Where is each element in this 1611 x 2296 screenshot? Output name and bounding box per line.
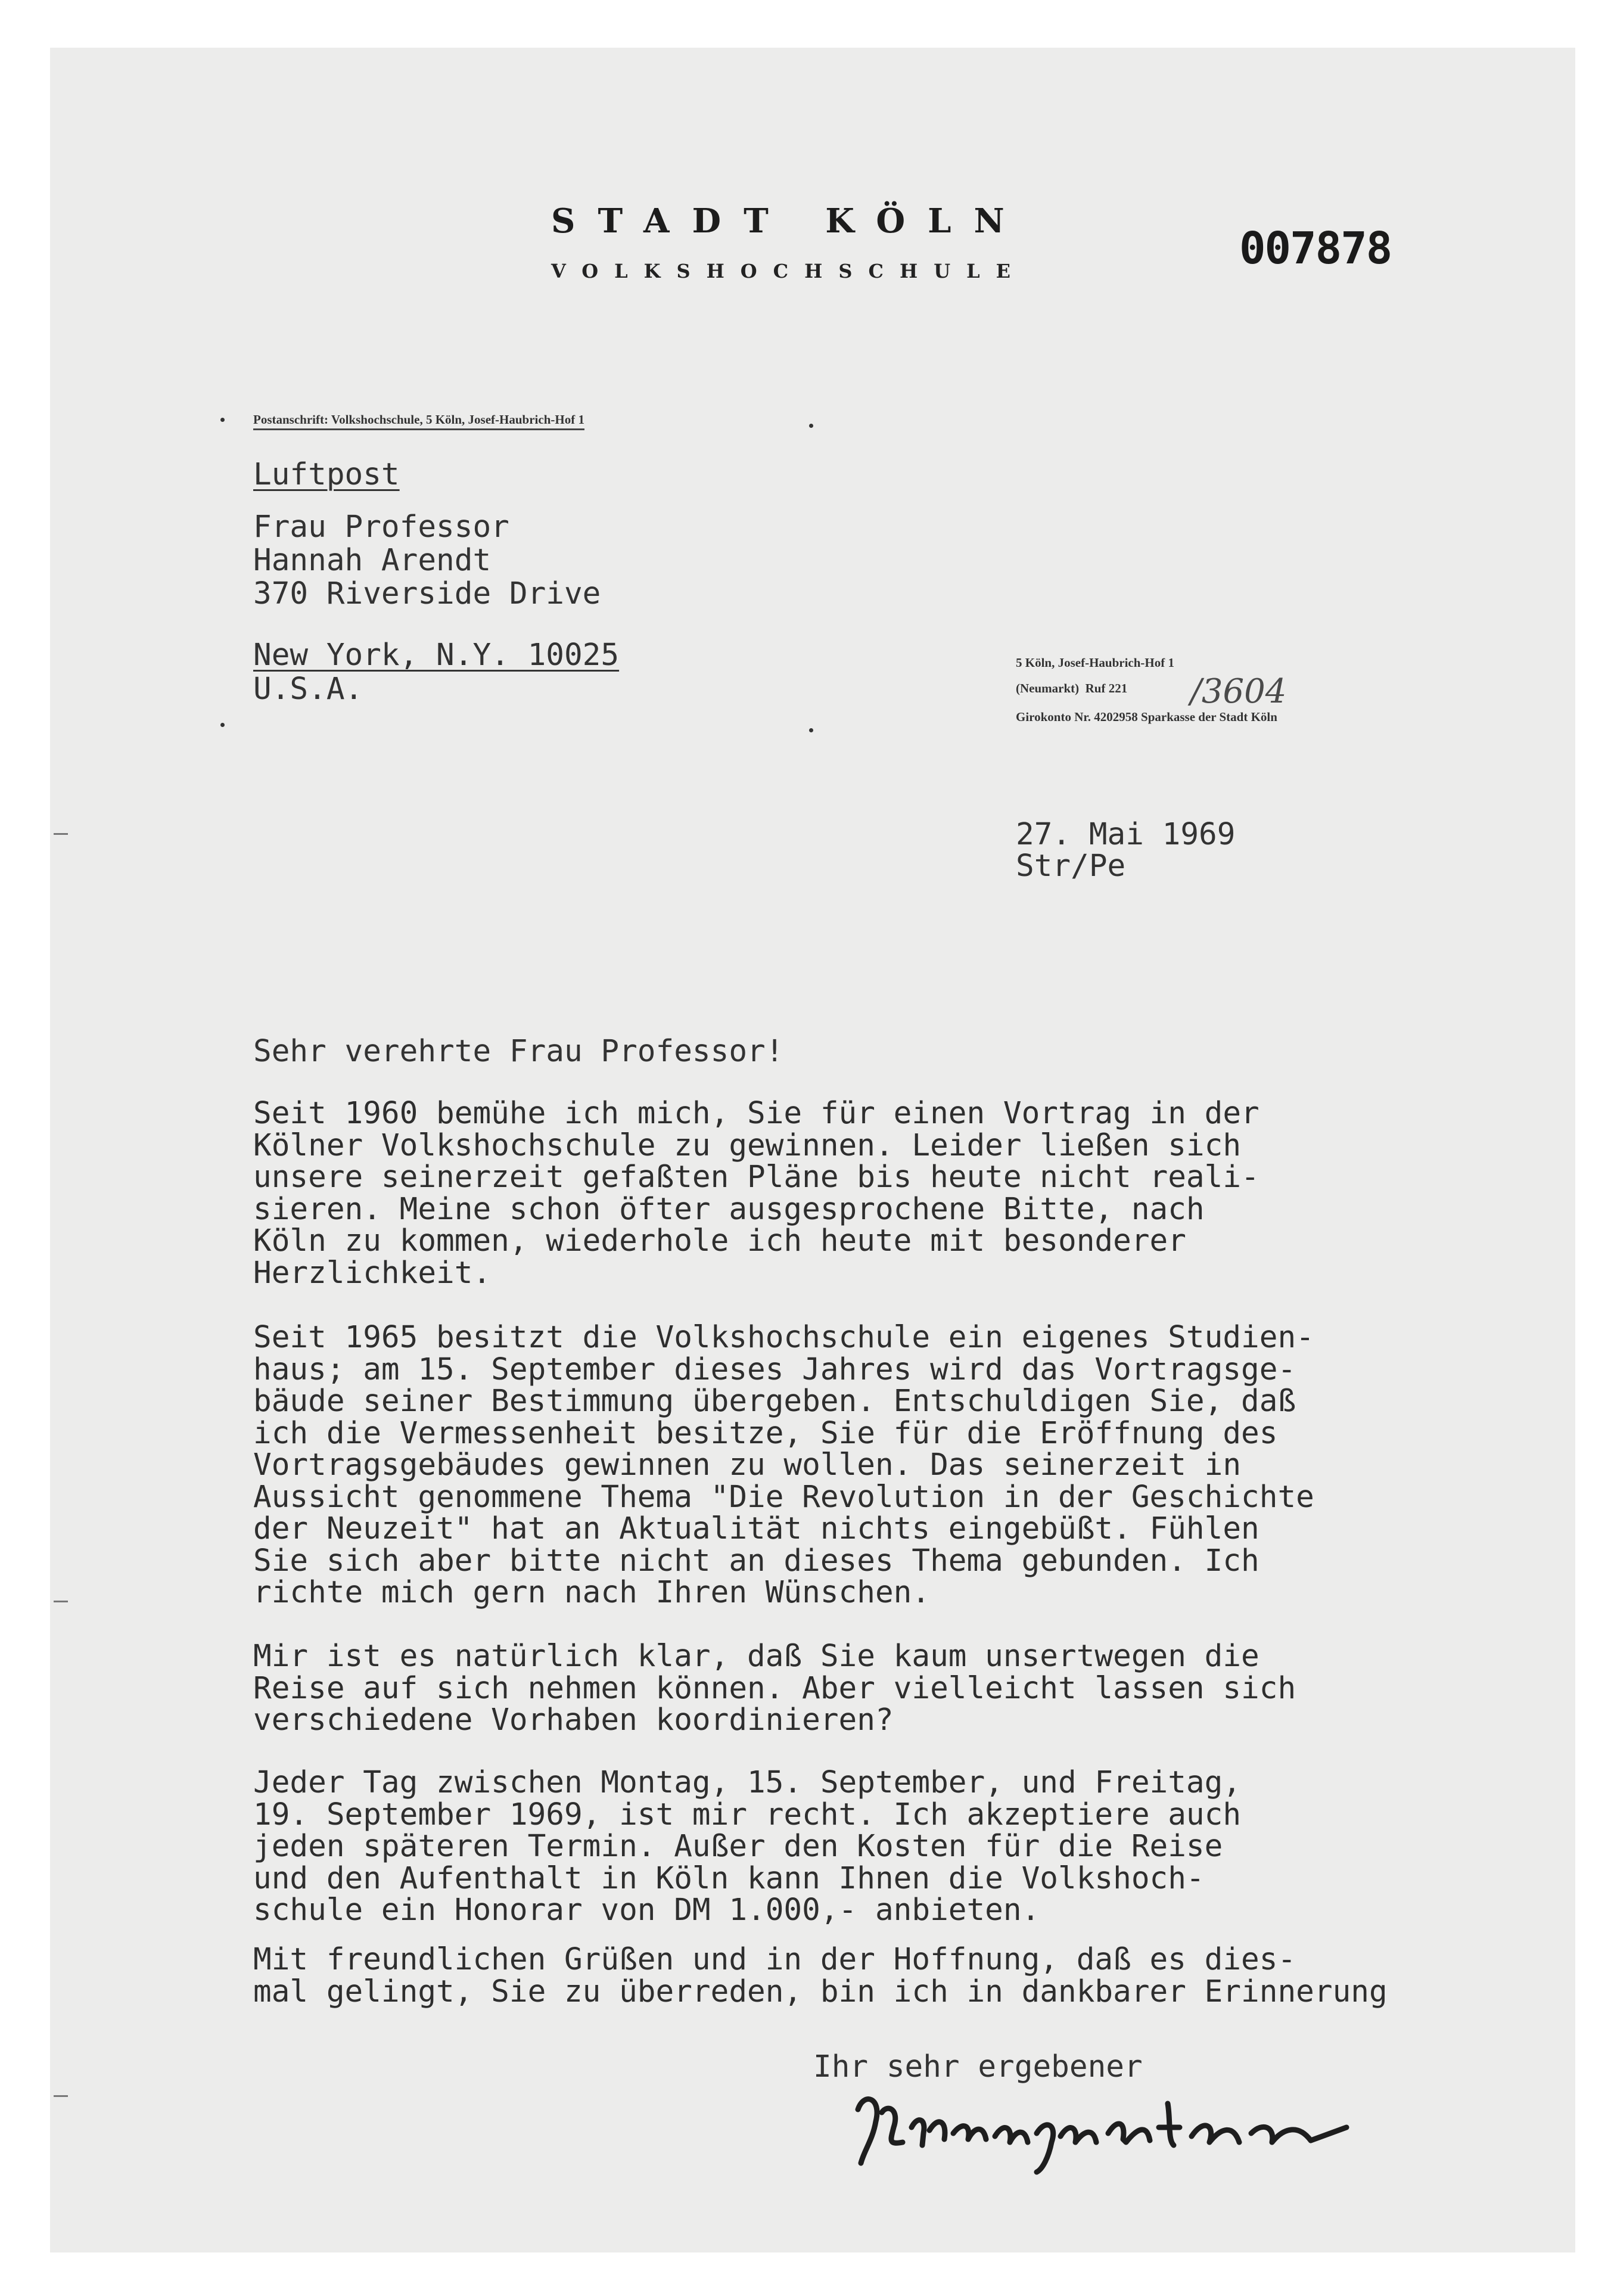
body-line: Mit freundlichen Grüßen und in der Hoffnung, daß es dies-	[253, 1942, 1296, 1977]
recipient-line: Frau Professor	[253, 509, 509, 545]
letterhead-city: STADT KÖLN	[551, 201, 1027, 241]
body-line: Kölner Volkshochschule zu gewinnen. Leider ließen sich	[253, 1127, 1242, 1163]
postal-address-line: Postanschrift: Volkshochschule, 5 Köln, Josef-Haubrich-Hof 1	[253, 412, 584, 430]
letter-date: 27. Mai 1969	[1016, 817, 1236, 852]
recipient-line: Hannah Arendt	[253, 543, 492, 578]
body-line: Mir ist es natürlich klar, daß Sie kaum unsertwegen die	[253, 1639, 1259, 1674]
sender-address: 5 Köln, Josef-Haubrich-Hof 1	[1016, 655, 1174, 670]
body-line: Seit 1965 besitzt die Volkshochschule ein eigenes Studien-	[253, 1320, 1314, 1355]
body-line: Reise auf sich nehmen können. Aber vielleicht lassen sich	[253, 1670, 1296, 1706]
recipient-city-line: New York, N.Y. 10025	[253, 638, 620, 673]
body-line: Herzlichkeit.	[253, 1255, 492, 1291]
mail-type-label: Luftpost	[253, 457, 400, 492]
reference-code: Str/Pe	[1016, 849, 1126, 884]
body-paragraph	[253, 1767, 1241, 1927]
body-paragraph	[253, 1098, 1259, 1289]
archive-number-stamp: 007878	[1239, 223, 1392, 274]
sender-phone-prefix: (Neumarkt) Ruf 221	[1016, 681, 1128, 695]
body-paragraph	[253, 1944, 1388, 2008]
body-paragraph	[253, 1641, 1296, 1736]
body-line: Sie sich aber bitte nicht an dieses Thema gebunden. Ich	[253, 1543, 1259, 1579]
body-line: Aussicht genommene Thema "Die Revolution in der Geschichte	[253, 1479, 1314, 1515]
handwritten-signature	[846, 2086, 1358, 2175]
body-line: unsere seinerzeit gefaßten Pläne bis heute nicht reali-	[253, 1160, 1259, 1195]
recipient-line: 370 Riverside Drive	[253, 576, 601, 611]
sender-phone-extension: /3604	[1190, 672, 1287, 711]
body-line: jeden späteren Termin. Außer den Kosten für die Reise	[253, 1829, 1223, 1864]
sender-bank: Girokonto Nr. 4202958 Sparkasse der Stadt Köln	[1016, 710, 1277, 724]
body-line: und den Aufenthalt in Köln kann Ihnen die Volkshoch-	[253, 1860, 1205, 1896]
body-line: haus; am 15. September dieses Jahres wird das Vortragsge-	[253, 1351, 1296, 1387]
body-line: schule ein Honorar von DM 1.000,- anbieten.	[253, 1893, 1040, 1928]
letterhead-institution: VOLKSHOCHSCHULE	[551, 260, 1027, 282]
body-line: Köln zu kommen, wiederhole ich heute mit besonderer	[253, 1223, 1186, 1259]
body-line: Jeder Tag zwischen Montag, 15. September, und Freitag,	[253, 1765, 1242, 1800]
body-line: 19. September 1969, ist mir recht. Ich akzeptiere auch	[253, 1797, 1242, 1832]
body-line: verschiedene Vorhaben koordinieren?	[253, 1702, 894, 1738]
body-line: richte mich gern nach Ihren Wünschen.	[253, 1575, 931, 1610]
margin-mark	[54, 1601, 68, 1602]
bullet-dot	[809, 728, 813, 732]
body-line: Vortragsgebäudes gewinnen zu wollen. Das seinerzeit in	[253, 1447, 1242, 1483]
body-line: mal gelingt, Sie zu überreden, bin ich in dankbarer Erinnerung	[253, 1974, 1388, 2009]
body-paragraph	[253, 1322, 1314, 1609]
closing-phrase: Ihr sehr ergebener	[813, 2049, 1143, 2084]
bullet-dot	[220, 723, 225, 727]
bullet-dot	[809, 424, 813, 428]
recipient-country: U.S.A.	[253, 672, 363, 707]
body-line: bäude seiner Bestimmung übergeben. Entschuldigen Sie, daß	[253, 1384, 1296, 1419]
body-line: sieren. Meine schon öfter ausgesprochene Bitte, nach	[253, 1191, 1205, 1227]
margin-mark	[54, 2095, 68, 2097]
body-line: Seit 1960 bemühe ich mich, Sie für einen Vortrag in der	[253, 1096, 1259, 1131]
salutation: Sehr verehrte Frau Professor!	[253, 1034, 784, 1069]
bullet-dot	[220, 418, 225, 422]
body-line: der Neuzeit" hat an Aktualität nichts eingebüßt. Fühlen	[253, 1511, 1259, 1546]
body-line: ich die Vermessenheit besitze, Sie für die Eröffnung des	[253, 1415, 1278, 1451]
margin-mark	[54, 833, 68, 835]
